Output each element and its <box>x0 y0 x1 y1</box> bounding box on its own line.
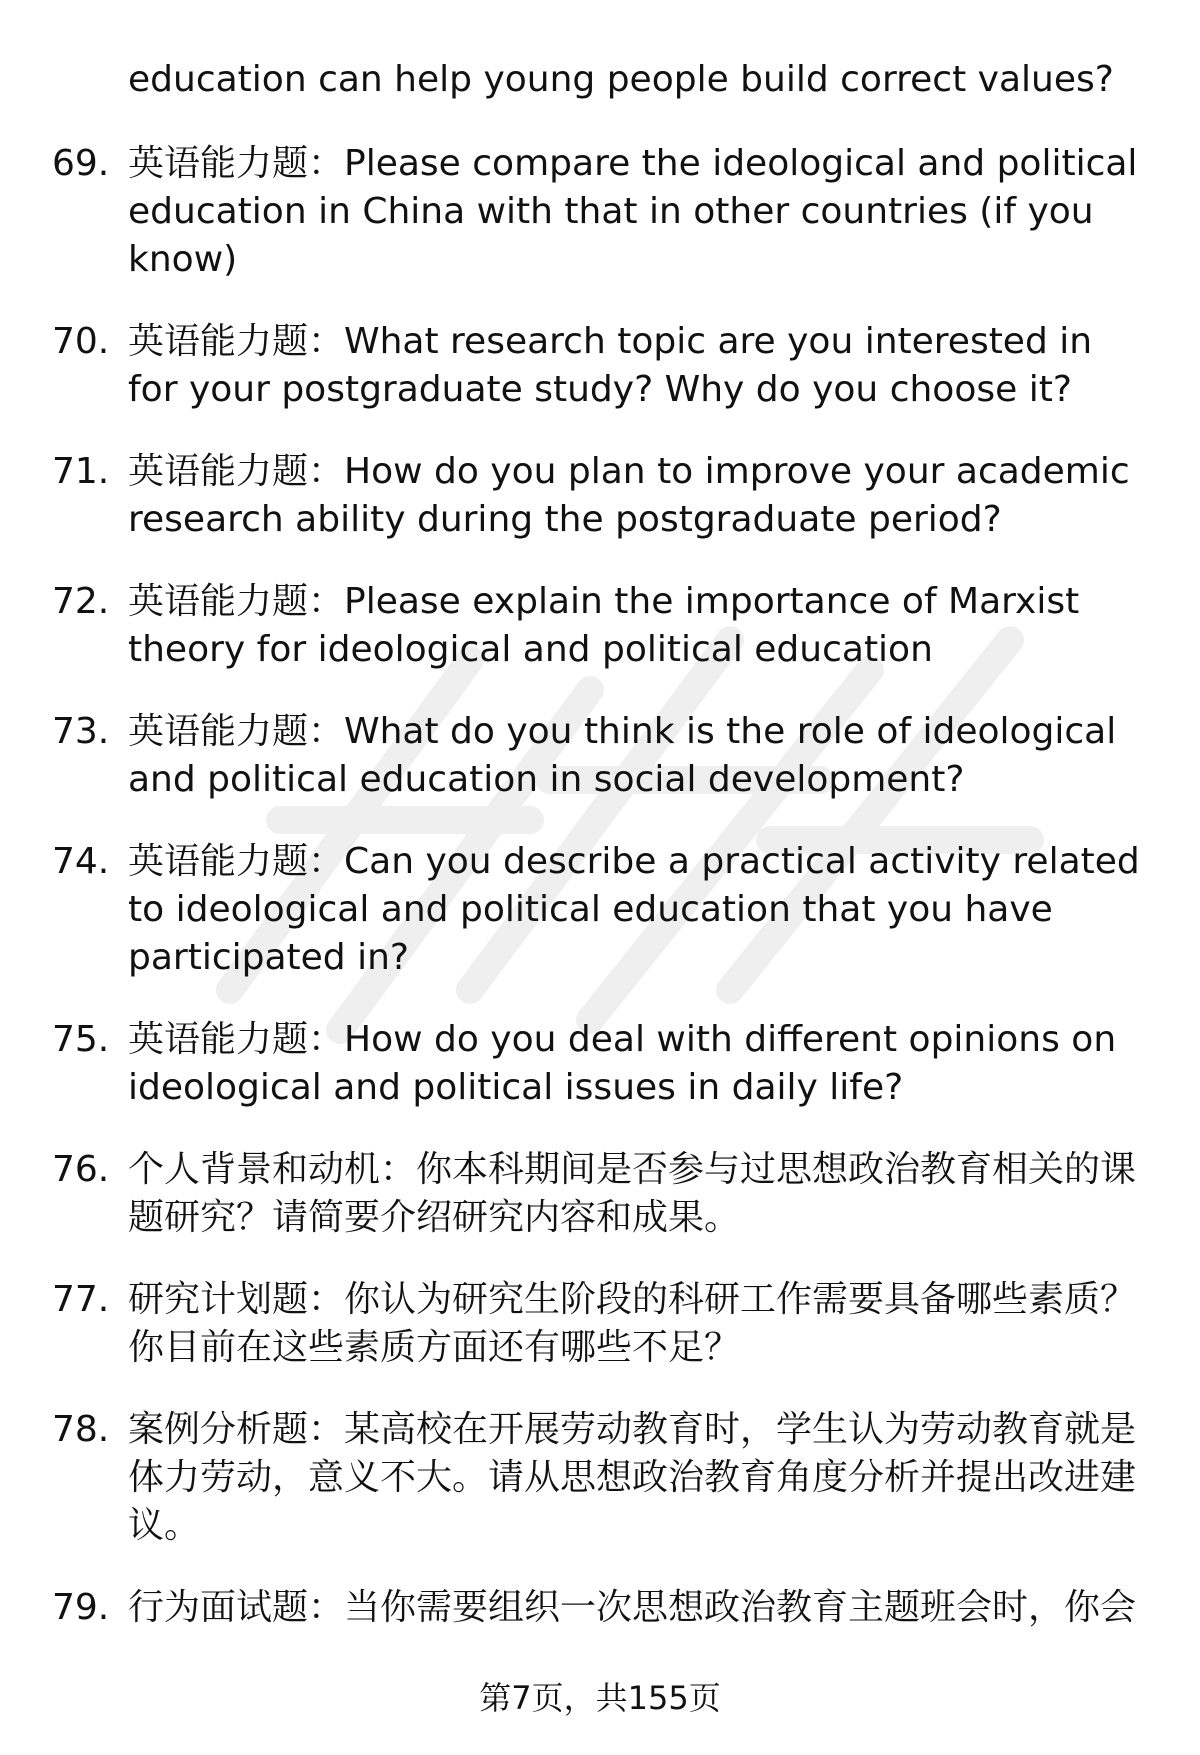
question-text: 英语能力题：What research topic are you interested in for your postgraduate study? Why do you choose it? <box>128 321 1093 410</box>
page-footer: 第7页，共155页 <box>479 1679 721 1717</box>
list-item <box>0 140 1200 284</box>
question-text: 英语能力题：Please explain the importance of Marxist theory for ideological and political education <box>128 581 1080 670</box>
question-text: 英语能力题：How do you plan to improve your academic research ability during the postgraduate period? <box>128 451 1130 540</box>
question-number: 72. <box>52 581 110 622</box>
list-item <box>0 1146 1200 1242</box>
list-item <box>0 578 1200 674</box>
question-text: 案例分析题：某高校在开展劳动教育时，学生认为劳动教育就是体力劳动，意义不大。请从思想政治教育角度分析并提出改进建议。 <box>128 1409 1137 1546</box>
question-text: 英语能力题：What do you think is the role of ideological and political education in social development? <box>128 711 1117 800</box>
question-number: 73. <box>52 711 110 752</box>
question-number: 77. <box>52 1279 110 1320</box>
question-text: 英语能力题：Can you describe a practical activity related to ideological and political education that you have participated in? <box>128 841 1140 978</box>
question-number: 75. <box>52 1019 110 1060</box>
question-number: 76. <box>52 1149 110 1190</box>
question-number: 69. <box>52 143 110 184</box>
list-item <box>0 1584 1200 1632</box>
list-item <box>0 838 1200 982</box>
question-number: 79. <box>52 1587 110 1628</box>
question-text: 研究计划题：你认为研究生阶段的科研工作需要具备哪些素质？你目前在这些素质方面还有哪些不足？ <box>128 1279 1137 1368</box>
question-text: 英语能力题：Please compare the ideological and political education in China with that in other countries (if you know) <box>128 143 1138 280</box>
list-item <box>0 1276 1200 1372</box>
list-item <box>0 1406 1200 1550</box>
question-list <box>0 140 1200 1666</box>
continuation-text: education can help young people build correct values? <box>128 59 1114 100</box>
list-item <box>0 448 1200 544</box>
list-item <box>0 708 1200 804</box>
list-item <box>0 1016 1200 1112</box>
question-number: 71. <box>52 451 110 492</box>
question-number: 78. <box>52 1409 110 1450</box>
question-text: 英语能力题：How do you deal with different opinions on ideological and political issues in daily life? <box>128 1019 1117 1108</box>
question-number: 70. <box>52 321 110 362</box>
list-item <box>0 318 1200 414</box>
question-text: 行为面试题：当你需要组织一次思想政治教育主题班会时，你会 <box>128 1587 1137 1628</box>
question-number: 74. <box>52 841 110 882</box>
question-text: 个人背景和动机：你本科期间是否参与过思想政治教育相关的课题研究？请简要介绍研究内容和成果。 <box>128 1149 1137 1238</box>
